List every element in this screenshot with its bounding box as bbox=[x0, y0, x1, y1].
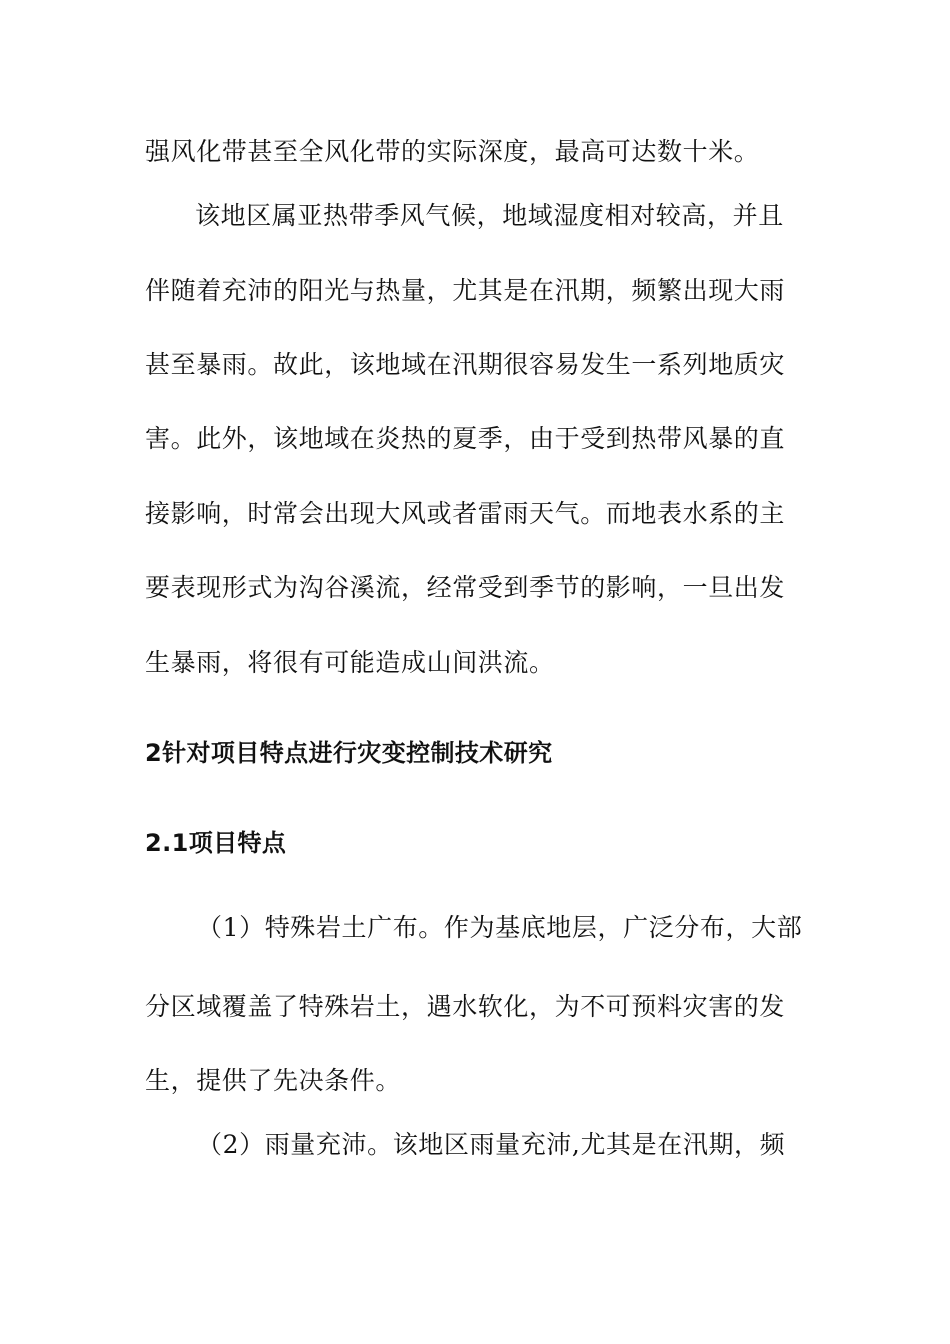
paragraph-line: （2）雨量充沛。该地区雨量充沛,尤其是在汛期，频 bbox=[197, 1130, 786, 1159]
paragraph-line: 害。此外，该地域在炎热的夏季，由于受到热带风暴的直 bbox=[145, 424, 786, 453]
paragraph-line: 甚至暴雨。故此，该地域在汛期很容易发生一系列地质灾 bbox=[145, 350, 786, 379]
paragraph-line: 要表现形式为沟谷溪流，经常受到季节的影响，一旦出发 bbox=[145, 573, 786, 602]
section-heading: 2针对项目特点进行灾变控制技术研究 bbox=[145, 739, 553, 767]
paragraph-line: 生，提供了先决条件。 bbox=[145, 1066, 402, 1095]
paragraph-line: （1）特殊岩土广布。作为基底地层，广泛分布，大部 bbox=[197, 913, 803, 942]
paragraph-line: 伴随着充沛的阳光与热量，尤其是在汛期，频繁出现大雨 bbox=[145, 276, 786, 305]
paragraph-line: 接影响，时常会出现大风或者雷雨天气。而地表水系的主 bbox=[145, 499, 786, 528]
paragraph-line: 分区域覆盖了特殊岩土，遇水软化，为不可预料灾害的发 bbox=[145, 992, 786, 1021]
subsection-heading: 2.1项目特点 bbox=[145, 829, 287, 857]
paragraph-line: 该地区属亚热带季风气候，地域湿度相对较高，并且 bbox=[195, 201, 784, 230]
paragraph-line: 生暴雨，将很有可能造成山间洪流。 bbox=[145, 648, 555, 677]
paragraph-line: 强风化带甚至全风化带的实际深度，最高可达数十米。 bbox=[145, 137, 760, 166]
